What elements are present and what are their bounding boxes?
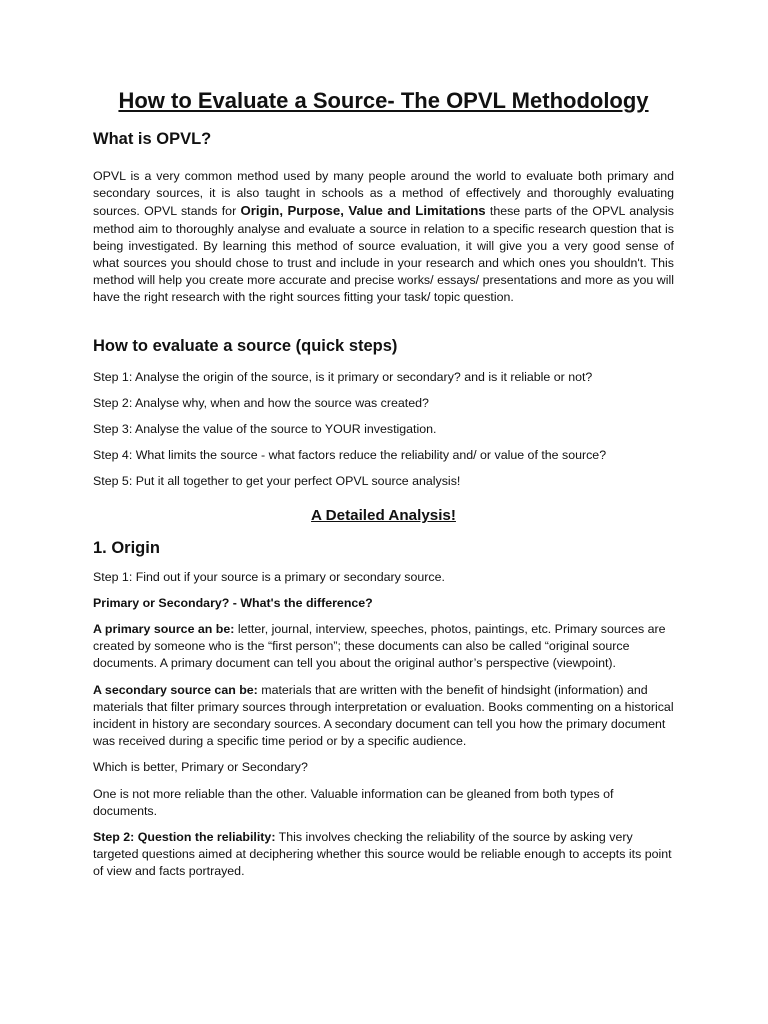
primary-source-text: letter, journal, interview, speeches, photos, paintings, etc. Primary sources are created by someone who is the “first person”; these documents can also be called “original source documents. A primary document can tell you about the original author’s perspective (viewpoint).: [93, 622, 666, 671]
quick-step-5: Step 5: Put it all together to get your perfect OPVL source analysis!: [93, 474, 461, 489]
intro-text-start: OPVL is a very common method used by many people around the world to evaluate both primary and secondary sources, it is also taught in schools as a method of effectively and thoroughly evaluating sources. OPVL stands for: [93, 169, 674, 219]
what-is-opvl-heading: What is OPVL?: [93, 130, 212, 148]
detailed-analysis-heading: A Detailed Analysis!: [311, 506, 456, 524]
origin-step-1: Step 1: Find out if your source is a primary or secondary source.: [93, 569, 445, 584]
intro-text-end: these parts of the OPVL analysis method aim to thoroughly analyse and evaluate a source in relation to a specific research question that is being investigated. By learning this method of source evaluation, it will give you a very good sense of what sources you should chose to trust and include in your research and which ones you shouldn't. This method will help you create more accurate and precise works/ essays/ presentations and more as you will have the right research with the right sources fitting your task/ topic question.: [93, 204, 675, 305]
step-2-label: Step 2: Question the reliability:: [93, 830, 276, 845]
quick-step-4: Step 4: What limits the source - what factors reduce the reliability and/ or value of the source?: [93, 448, 607, 463]
quick-steps-heading: How to evaluate a source (quick steps): [93, 336, 398, 355]
primary-source-paragraph: [93, 621, 674, 673]
difference-heading: Primary or Secondary? - What's the difference?: [93, 595, 373, 610]
quick-step-2: Step 2: Analyse why, when and how the source was created?: [93, 395, 429, 410]
quick-step-3: Step 3: Analyse the value of the source to YOUR investigation.: [93, 422, 437, 437]
opvl-terms: Origin, Purpose, Value and Limitations: [240, 203, 486, 219]
step-2-paragraph: [93, 829, 674, 881]
which-is-better: Which is better, Primary or Secondary?: [93, 760, 308, 775]
primary-secondary-difference: [93, 595, 674, 612]
step-2-text: This involves checking the reliability of the source by asking very targeted questions aimed at deciphering whether this source would be reliable enough to accepts its point of view and facts portrayed.: [93, 830, 672, 879]
document-title: How to Evaluate a Source- The OPVL Methodology: [118, 88, 649, 113]
what-is-opvl-paragraph: [93, 168, 674, 307]
quick-step-1: Step 1: Analyse the origin of the source, is it primary or secondary? and is it reliable or not?: [93, 369, 593, 384]
reliability-note: One is not more reliable than the other. Valuable information can be gleaned from both types of documents.: [93, 786, 614, 818]
secondary-source-label: A secondary source can be:: [93, 682, 258, 697]
primary-source-label: A primary source an be:: [93, 622, 235, 637]
secondary-source-paragraph: [93, 682, 674, 751]
origin-heading: 1. Origin: [93, 538, 160, 557]
secondary-source-text: materials that are written with the benefit of hindsight (information) and materials that filter primary sources through interpretation or evaluation. Books commenting on a historical incident in history are secondary sources. A secondary document can tell you how the primary document was received during a specific time period or by a specific audience.: [93, 682, 674, 749]
